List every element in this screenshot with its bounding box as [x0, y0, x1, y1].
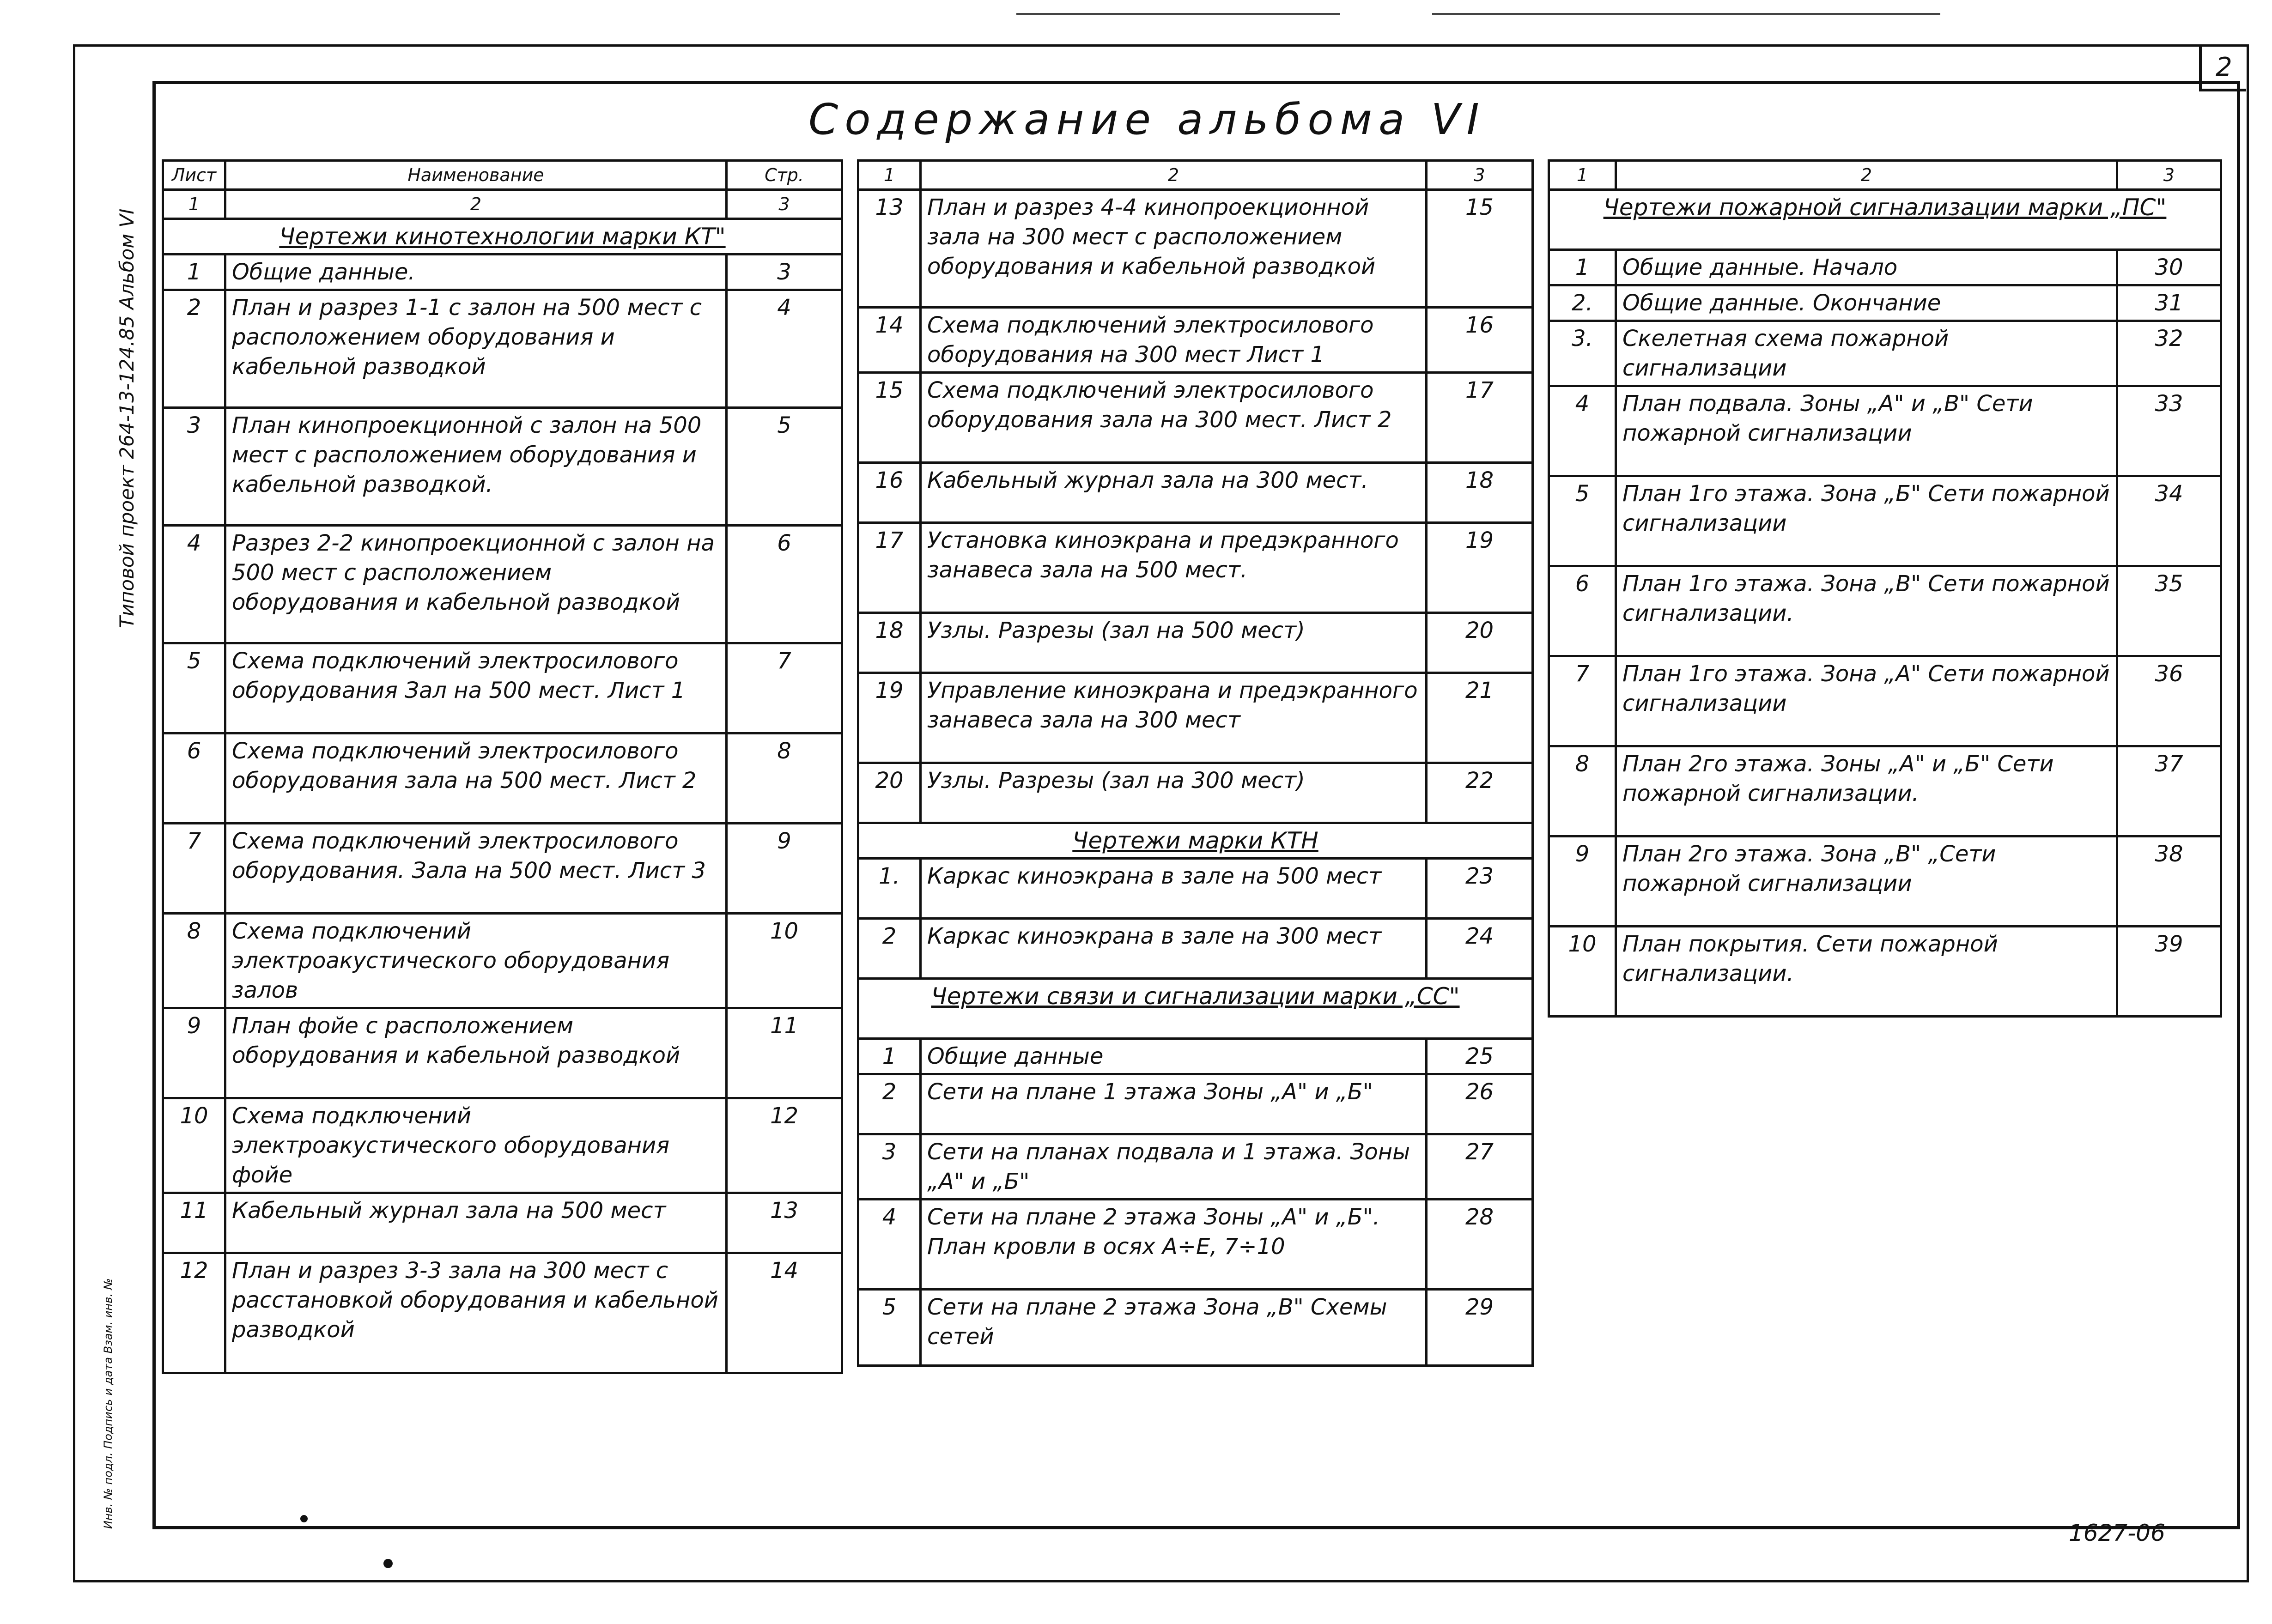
sheet-number: 7 [1549, 656, 1616, 746]
table-row [858, 1290, 1533, 1366]
page-number-cell: 10 [727, 914, 842, 1008]
col-index: 1 [858, 161, 921, 190]
page-number-cell: 32 [2117, 321, 2221, 386]
drawing-code: 1627-06 [2069, 1520, 2165, 1546]
sheet-title: Общие данные. Окончание [1616, 285, 2117, 321]
table-row [1549, 566, 2221, 656]
sheet-title: Общие данные. [225, 255, 727, 290]
page-number-cell: 17 [1427, 373, 1533, 463]
page-number-cell: 12 [727, 1098, 842, 1193]
sheet-title: Узлы. Разрезы (зал на 500 мест) [921, 613, 1427, 673]
sheet-title: План 1го этажа. Зона „В" Сети пожарной сигнализации. [1616, 566, 2117, 656]
sheet-number: 4 [163, 526, 225, 643]
sheet-number: 4 [1549, 386, 1616, 476]
table-row [1549, 927, 2221, 1017]
sheet-number: 7 [163, 824, 225, 914]
sheet-number: 1. [858, 859, 921, 919]
sheet-number: 5 [1549, 476, 1616, 566]
page-number-cell: 33 [2117, 386, 2221, 476]
page-number-cell: 37 [2117, 746, 2221, 836]
side-stamp-labels: Инв. № подл. Подпись и дата Взам. инв. № [102, 1278, 115, 1529]
section-title: Чертежи связи и сигнализации марки „СС" [858, 979, 1533, 1039]
table-row [163, 824, 842, 914]
sheet-title: Схема подключений электросилового оборудования. Зала на 500 мест. Лист 3 [225, 824, 727, 914]
sheet-title: Скелетная схема пожарной сигнализации [1616, 321, 2117, 386]
table-row [163, 1253, 842, 1373]
scan-dot [383, 1559, 393, 1568]
table-row [858, 1039, 1533, 1074]
sheet-title: Узлы. Разрезы (зал на 300 мест) [921, 763, 1427, 823]
table-row [163, 1098, 842, 1193]
page-number-cell: 3 [727, 255, 842, 290]
page-number-cell: 7 [727, 643, 842, 733]
page-number-cell: 5 [727, 408, 842, 526]
section-title: Чертежи марки КТН [858, 823, 1533, 859]
page-title: Содержание альбома VI [808, 95, 1486, 144]
table-row [858, 373, 1533, 463]
table-row [858, 613, 1533, 673]
page-number-cell: 18 [1427, 463, 1533, 523]
sheet-number: 5 [858, 1290, 921, 1366]
table-row [858, 463, 1533, 523]
page-number: 2 [2199, 46, 2246, 91]
sheet-number: 10 [163, 1098, 225, 1193]
sheet-title: Схема подключений электросилового оборудования зала на 300 мест. Лист 2 [921, 373, 1427, 463]
section-title: Чертежи пожарной сигнализации марки „ПС" [1549, 190, 2221, 250]
sheet-title: Каркас киноэкрана в зале на 300 мест [921, 919, 1427, 979]
sheet-number: 14 [858, 308, 921, 373]
page-number-cell: 22 [1427, 763, 1533, 823]
table-row [163, 408, 842, 526]
sheet-number: 2 [163, 290, 225, 408]
sheet-number: 8 [1549, 746, 1616, 836]
page-number-cell: 20 [1427, 613, 1533, 673]
table-row [1549, 321, 2221, 386]
table-row [1549, 250, 2221, 285]
sheet-number: 6 [163, 733, 225, 824]
sheet-number: 4 [858, 1200, 921, 1290]
col-index: 1 [163, 190, 225, 219]
sheet-number: 11 [163, 1193, 225, 1253]
sheet-number: 2. [1549, 285, 1616, 321]
page-number-cell: 28 [1427, 1200, 1533, 1290]
scan-mark [1432, 13, 1940, 15]
page-number-cell: 4 [727, 290, 842, 408]
sheet-number: 3. [1549, 321, 1616, 386]
sheet-title: План 2го этажа. Зоны „А" и „Б" Сети пожарной сигнализации. [1616, 746, 2117, 836]
sheet-number: 1 [858, 1039, 921, 1074]
table-row [1549, 285, 2221, 321]
table-row [163, 255, 842, 290]
sheet-number: 3 [858, 1134, 921, 1200]
sheet-number: 2 [858, 1074, 921, 1134]
table-row [858, 190, 1533, 308]
table-row [858, 1134, 1533, 1200]
table-row [1549, 386, 2221, 476]
sheet-number: 10 [1549, 927, 1616, 1017]
sheet-title: План фойе с расположением оборудования и кабельной разводкой [225, 1008, 727, 1098]
table-row [1549, 656, 2221, 746]
page-number-cell: 39 [2117, 927, 2221, 1017]
sheet-number: 17 [858, 523, 921, 613]
page-number-cell: 30 [2117, 250, 2221, 285]
sheet-number: 18 [858, 613, 921, 673]
sheet-title: Схема подключений электросилового оборудования на 300 мест Лист 1 [921, 308, 1427, 373]
sheet-number: 3 [163, 408, 225, 526]
col-index: 3 [2117, 161, 2221, 190]
sheet-title: План 1го этажа. Зона „Б" Сети пожарной сигнализации [1616, 476, 2117, 566]
table-row [858, 673, 1533, 763]
page-number-cell: 14 [727, 1253, 842, 1373]
sheet-title: План и разрез 3-3 зала на 300 мест с расстановкой оборудования и кабельной разводкой [225, 1253, 727, 1373]
sheet-title: План 1го этажа. Зона „А" Сети пожарной сигнализации [1616, 656, 2117, 746]
table-row [858, 859, 1533, 919]
table-row [163, 526, 842, 643]
sheet-title: Общие данные [921, 1039, 1427, 1074]
col-header-sheet: Лист [163, 161, 225, 190]
table-row [1549, 476, 2221, 566]
table-row [1549, 836, 2221, 927]
sheet-number: 13 [858, 190, 921, 308]
col-index: 3 [727, 190, 842, 219]
contents-table-3 [1548, 159, 2222, 1018]
sheet-number: 5 [163, 643, 225, 733]
sheet-number: 9 [163, 1008, 225, 1098]
page-number-cell: 31 [2117, 285, 2221, 321]
sheet-title: План и разрез 4-4 кинопроекционной зала на 300 мест с расположением оборудования и кабельной разводкой [921, 190, 1427, 308]
sheet-title: Сети на плане 2 этажа Зоны „А" и „Б". План кровли в осях А÷Е, 7÷10 [921, 1200, 1427, 1290]
sheet-title: План и разрез 1-1 с залон на 500 мест с расположением оборудования и кабельной разводкой [225, 290, 727, 408]
contents-table-2 [857, 159, 1534, 1367]
sheet-number: 16 [858, 463, 921, 523]
col-index: 2 [1616, 161, 2117, 190]
table-row [163, 914, 842, 1008]
page-number-cell: 38 [2117, 836, 2221, 927]
sheet-title: План покрытия. Сети пожарной сигнализации. [1616, 927, 2117, 1017]
col-index: 2 [921, 161, 1427, 190]
table-row [858, 919, 1533, 979]
sheet-number: 8 [163, 914, 225, 1008]
sheet-title: План подвала. Зоны „А" и „В" Сети пожарной сигнализации [1616, 386, 2117, 476]
table-row [163, 733, 842, 824]
sheet-number: 12 [163, 1253, 225, 1373]
sheet-title: Схема подключений электросилового оборудования Зал на 500 мест. Лист 1 [225, 643, 727, 733]
page-number-cell: 26 [1427, 1074, 1533, 1134]
table-row [163, 290, 842, 408]
page-number-cell: 24 [1427, 919, 1533, 979]
sheet-number: 2 [858, 919, 921, 979]
table-row [858, 1200, 1533, 1290]
page-number-cell: 21 [1427, 673, 1533, 763]
page-number-cell: 34 [2117, 476, 2221, 566]
page-number-cell: 23 [1427, 859, 1533, 919]
sheet-title: Сети на планах подвала и 1 этажа. Зоны „А" и „Б" [921, 1134, 1427, 1200]
page-number-cell: 15 [1427, 190, 1533, 308]
scan-dot [300, 1515, 308, 1522]
page-number-cell: 13 [727, 1193, 842, 1253]
page-number-cell: 9 [727, 824, 842, 914]
sheet-number: 1 [1549, 250, 1616, 285]
sheet-title: Разрез 2-2 кинопроекционной с залон на 500 мест с расположением оборудования и кабельной разводкой [225, 526, 727, 643]
page-number-cell: 27 [1427, 1134, 1533, 1200]
sheet-title: Кабельный журнал зала на 300 мест. [921, 463, 1427, 523]
sheet-title: Сети на плане 1 этажа Зоны „А" и „Б" [921, 1074, 1427, 1134]
side-project-label: Типовой проект 264-13-124.85 Альбом VI [115, 208, 138, 628]
sheet-title: План кинопроекционной с залон на 500 мест с расположением оборудования и кабельной разводкой. [225, 408, 727, 526]
col-index: 1 [1549, 161, 1616, 190]
sheet-title: Схема подключений электросилового оборудования зала на 500 мест. Лист 2 [225, 733, 727, 824]
scan-mark [1016, 13, 1340, 15]
section-title: Чертежи кинотехнологии марки КТ" [163, 219, 842, 255]
sheet-title: Схема подключений электроакустического оборудования фойе [225, 1098, 727, 1193]
table-row [858, 1074, 1533, 1134]
sheet-title: Каркас киноэкрана в зале на 500 мест [921, 859, 1427, 919]
sheet-number: 9 [1549, 836, 1616, 927]
sheet-number: 19 [858, 673, 921, 763]
page-number-cell: 25 [1427, 1039, 1533, 1074]
contents-table-1 [162, 159, 843, 1374]
col-index: 2 [225, 190, 727, 219]
table-row [858, 308, 1533, 373]
sheet-title: Кабельный журнал зала на 500 мест [225, 1193, 727, 1253]
sheet-number: 6 [1549, 566, 1616, 656]
page-number-cell: 8 [727, 733, 842, 824]
table-row [858, 523, 1533, 613]
sheet-title: Сети на плане 2 этажа Зона „В" Схемы сетей [921, 1290, 1427, 1366]
col-index: 3 [1427, 161, 1533, 190]
table-row [1549, 746, 2221, 836]
sheet-number: 1 [163, 255, 225, 290]
sheet-title: Общие данные. Начало [1616, 250, 2117, 285]
sheet-title: План 2го этажа. Зона „В" „Сети пожарной сигнализации [1616, 836, 2117, 927]
page-number-cell: 36 [2117, 656, 2221, 746]
sheet-title: Управление киноэкрана и предэкранного занавеса зала на 300 мест [921, 673, 1427, 763]
page-number-cell: 6 [727, 526, 842, 643]
page-number-cell: 29 [1427, 1290, 1533, 1366]
table-row [163, 1008, 842, 1098]
page-number-cell: 11 [727, 1008, 842, 1098]
col-header-page: Стр. [727, 161, 842, 190]
page-number-cell: 16 [1427, 308, 1533, 373]
table-row [163, 1193, 842, 1253]
col-header-name: Наименование [225, 161, 727, 190]
sheet-title: Схема подключений электроакустического оборудования залов [225, 914, 727, 1008]
sheet-title: Установка киноэкрана и предэкранного занавеса зала на 500 мест. [921, 523, 1427, 613]
table-row [858, 763, 1533, 823]
sheet-number: 15 [858, 373, 921, 463]
page-number-cell: 19 [1427, 523, 1533, 613]
table-row [163, 643, 842, 733]
sheet-number: 20 [858, 763, 921, 823]
page-number-cell: 35 [2117, 566, 2221, 656]
